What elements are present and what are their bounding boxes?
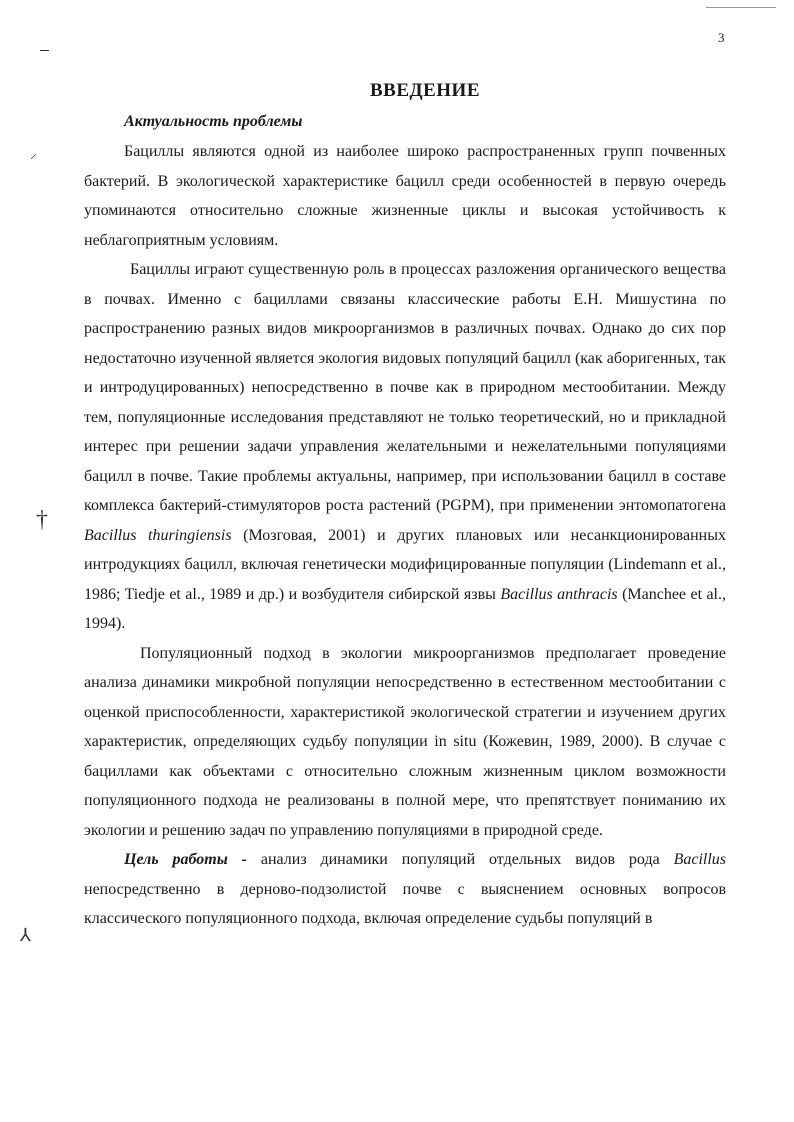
paragraph-4: Цель работы - анализ динамики популяций отдельных видов рода Bacillus непосредственно в дерново-подзолистой почве с выяснением основных вопросов классического популяционного подхода, включая определение судьбы популяций в [84,851,726,927]
species-name: Bacillus anthracis [500,585,618,603]
genus-name: Bacillus [673,851,726,868]
page-title: ВВЕДЕНИЕ [370,80,480,101]
species-name: Bacillus thuringiensis [84,526,232,544]
scan-tick-mark: ⅄ [20,925,31,945]
scan-line-mark [706,7,776,8]
section-title: Актуальность проблемы [124,113,303,130]
scan-cross-mark: † [36,507,48,533]
scan-dash-mark [40,50,49,51]
document-body [84,75,726,934]
scan-speck-mark: ⸝ [30,147,37,162]
page-number: 3 [718,30,725,45]
paragraph-2: Бациллы играют существенную роль в процессах разложения органического вещества в почвах. Именно с бациллами связаны классические работы Е.Н. Мишустина по распространению разных видов микроорганизмов в различных почвах. Однако до сих пор недостаточно изученной является экология видовых популяций бацилл (как аборигенных, так и интродуцированных) непосредственно в почве как в природном местообитании. Между тем, популяционные исследования представляют не только теоретический, но и прикладной интерес при решении задачи управления желательными и нежелательными популяциями бацилл в почве. Такие проблемы актуальны, например, при использовании бацилл в составе комплекса бактерий-стимуляторов роста растений (PGPM), при применении энтомопатогена Bacillus thuringiensis (Мозговая, 2001) и других плановых или несанкционированных интродукциях бацилл, включая генетически модифицированные популяции (Lindemann et al., 1986; Tiedje et al., 1989 и др.) и возбудителя сибирской язвы Bacillus anthracis (Manchee et al., 1994). [84,261,726,632]
paragraph-3: Популяционный подход в экологии микроорганизмов предполагает проведение анализа динамики микробной популяции непосредственно в естественном местообитании с оценкой приспособленности, характеристикой экологической стратегии и изучением других характеристик, определяющих судьбу популяции in situ (Кожевин, 1989, 2000). В случае с бациллами как объектами с относительно сложным жизненным циклом возможности популяционного подхода не реализованы в полной мере, что препятствует пониманию их экологии и решению задач по управлению популяциями в природной среде. [84,644,726,839]
paragraph-1: Бациллы являются одной из наиболее широко распространенных групп почвенных бактерий. В экологической характеристике бацилл среди особенностей в первую очередь упоминаются относительно сложные жизненные циклы и высокая устойчивость к неблагоприятным условиям. [84,143,726,249]
goal-label: Цель работы - [124,851,248,868]
